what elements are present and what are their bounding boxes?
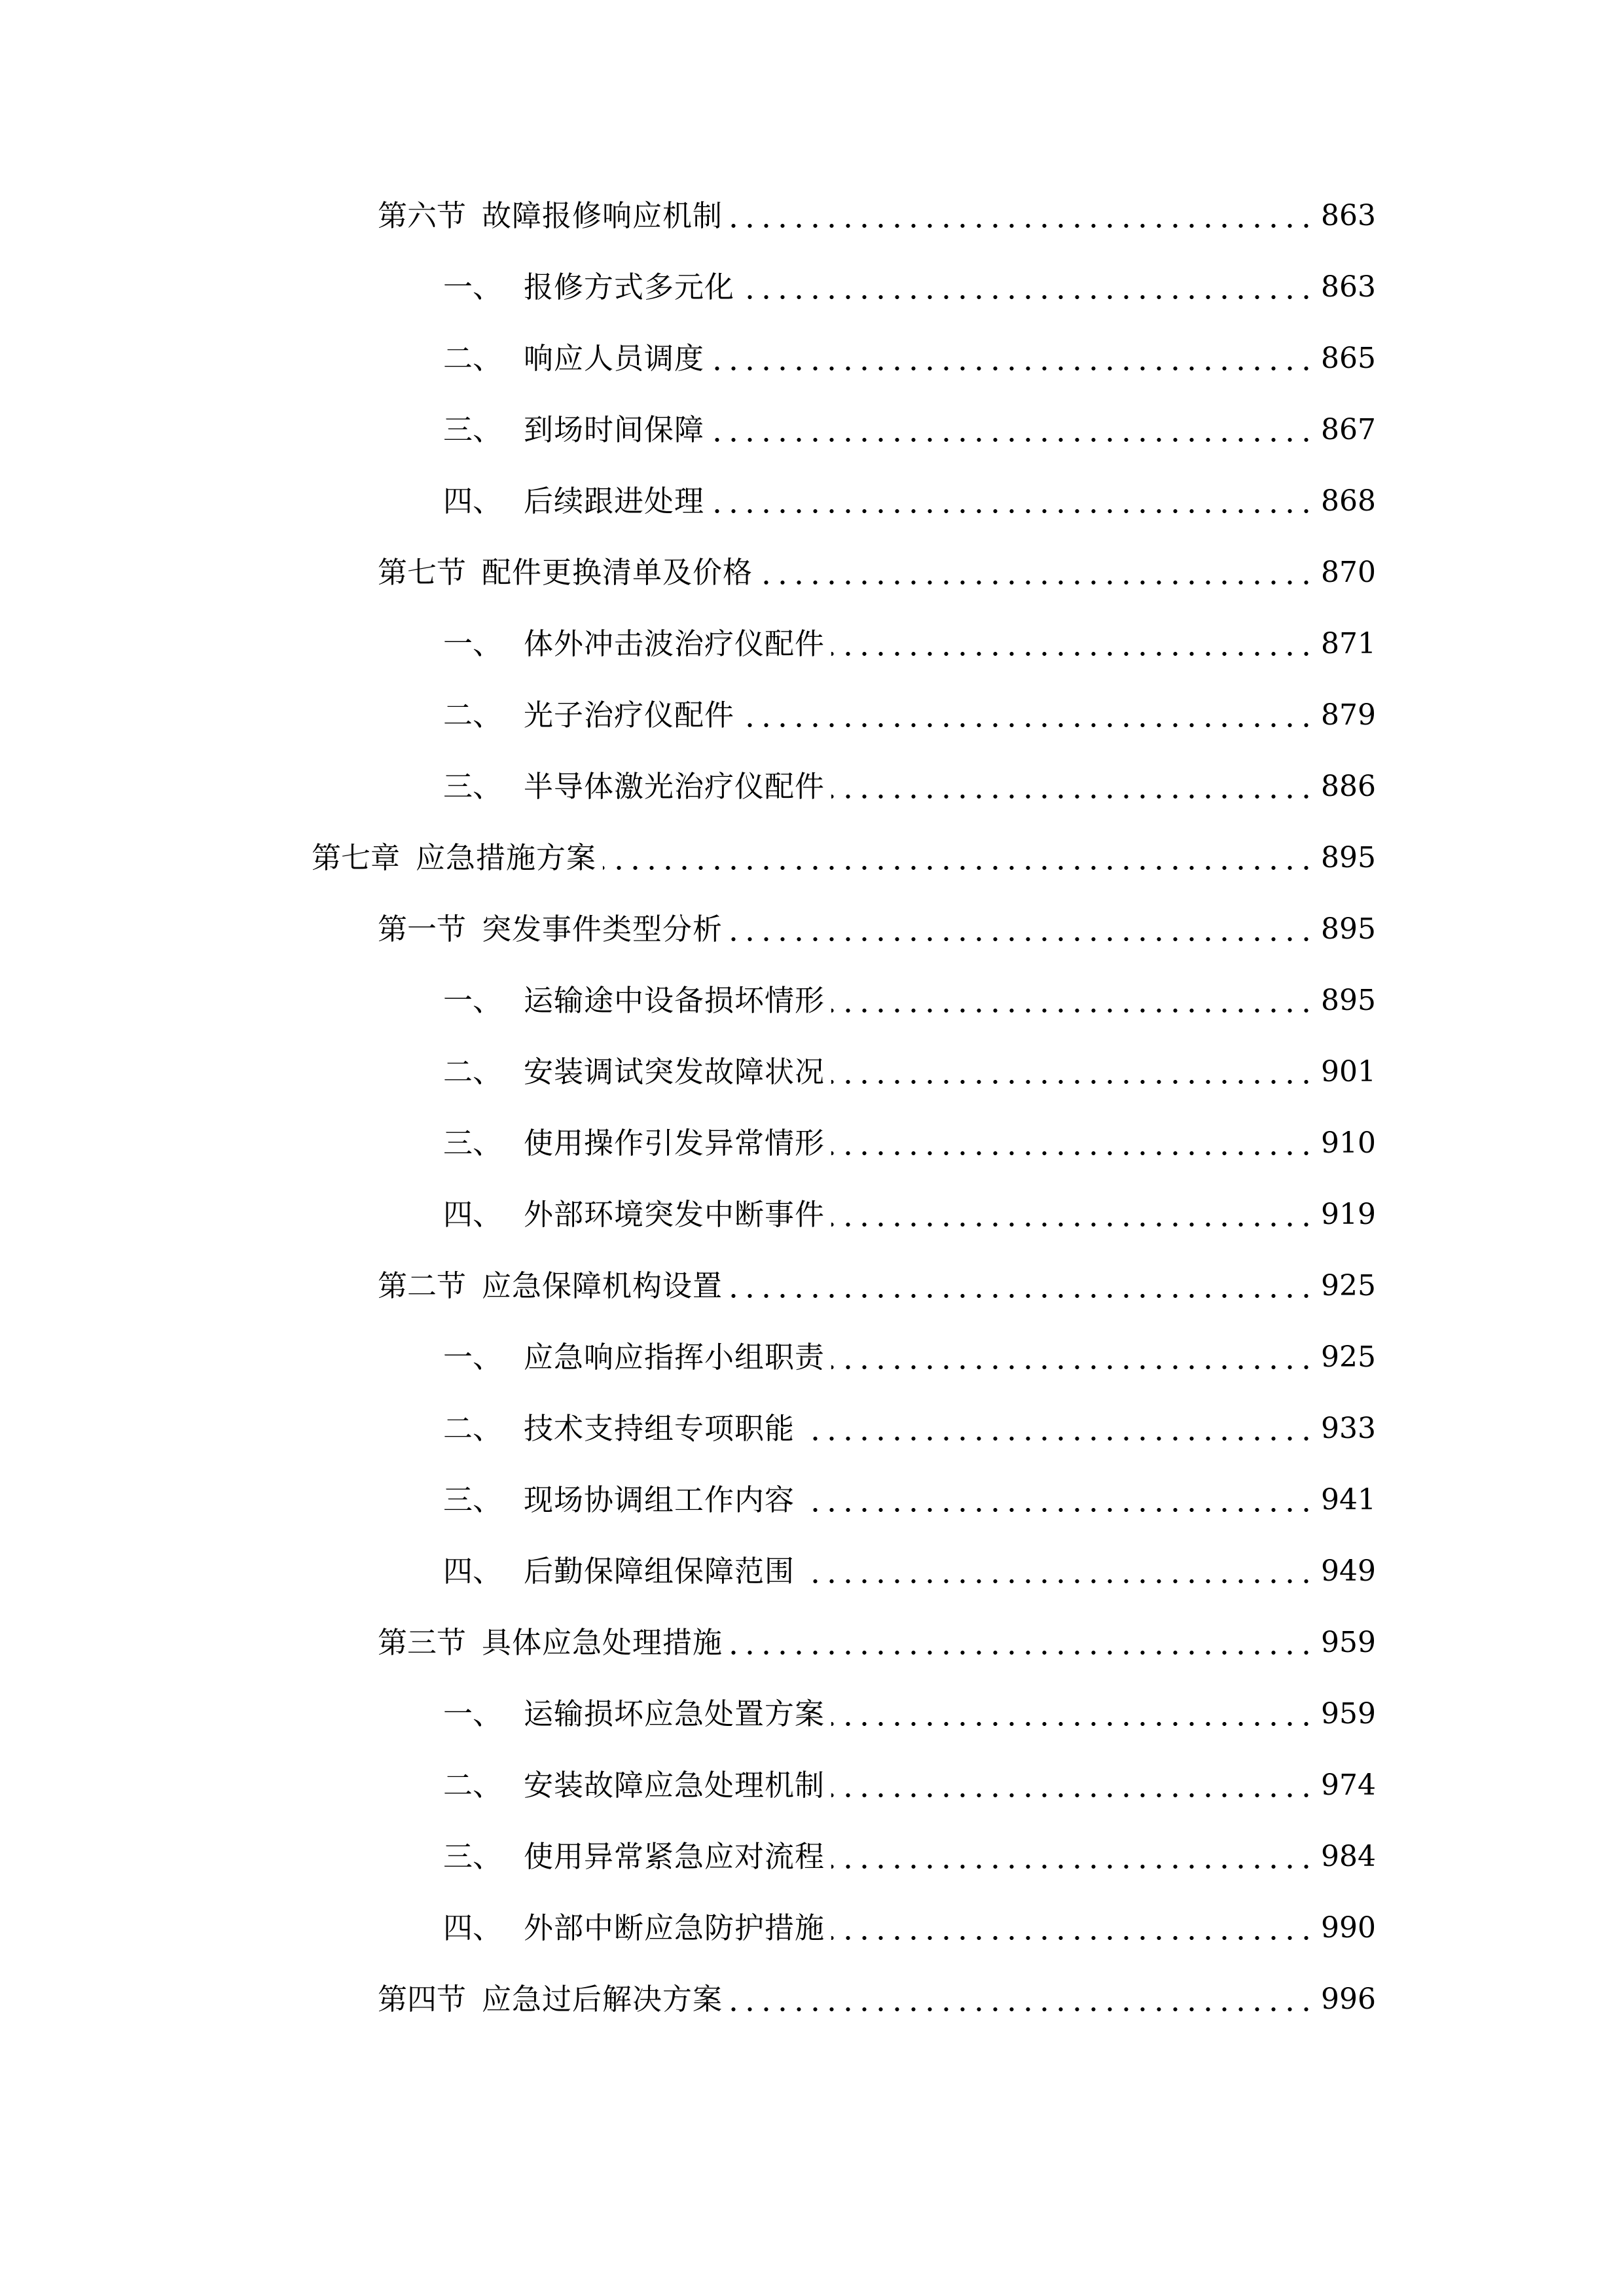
toc-entry-section[interactable] [378,1265,1376,1307]
dot-leader [831,1693,1314,1735]
toc-entry-title: 安装故障应急处理机制 [524,1768,825,1803]
toc-entry-number: 三、 [443,1839,503,1874]
toc-entry-number: 第三节 [378,1625,467,1660]
toc-entry-page: 868 [1321,484,1376,518]
toc-entry-subsection[interactable] [443,1765,1376,1806]
toc-entry-title: 运输途中设备损坏情形 [524,983,825,1018]
toc-entry-page: 870 [1321,556,1376,589]
dot-leader [729,908,1314,950]
toc-entry-title: 突发事件类型分析 [482,912,723,946]
toc-entry-title: 光子治疗仪配件 [524,698,735,732]
toc-entry-subsection[interactable] [443,338,1376,380]
toc-entry-page: 933 [1321,1412,1376,1445]
toc-entry-number: 第六节 [378,198,467,233]
toc-entry-page: 901 [1321,1055,1376,1088]
toc-entry-page: 910 [1321,1126,1376,1160]
toc-entry-subsection[interactable] [443,980,1376,1022]
dot-leader [729,1265,1314,1307]
toc-entry-number: 第四节 [378,1982,467,2017]
toc-entry-number: 三、 [443,1126,503,1160]
toc-entry-subsection[interactable] [443,480,1376,522]
toc-entry-number: 三、 [443,769,503,804]
toc-entry-page: 925 [1321,1269,1376,1302]
dot-leader [711,338,1314,380]
toc-entry-title: 响应人员调度 [524,341,705,376]
toc-entry-subsection[interactable] [443,1408,1376,1450]
dot-leader [801,1479,1314,1521]
toc-entry-subsection[interactable] [443,1836,1376,1878]
toc-entry-title: 后续跟进处理 [524,484,705,518]
toc-entry-title: 现场协调组工作内容 [524,1482,795,1517]
dot-leader [801,1408,1314,1450]
dot-leader [729,195,1314,237]
dot-leader [831,623,1314,665]
toc-entry-page: 959 [1321,1626,1376,1659]
dot-leader [759,552,1314,594]
toc-entry-title: 到场时间保障 [524,412,705,447]
toc-entry-title: 体外冲击波治疗仪配件 [524,626,825,661]
toc-entry-subsection[interactable] [443,409,1376,451]
toc-entry-subsection[interactable] [443,766,1376,808]
toc-entry-number: 一、 [443,626,503,661]
toc-entry-number: 四、 [443,1197,503,1232]
dot-leader [831,1051,1314,1093]
dot-leader [831,980,1314,1022]
toc-entry-title: 使用操作引发异常情形 [524,1126,825,1160]
toc-entry-page: 919 [1321,1198,1376,1231]
toc-entry-page: 867 [1321,413,1376,446]
toc-entry-title: 后勤保障组保障范围 [524,1554,795,1588]
toc-entry-title: 外部环境突发中断事件 [524,1197,825,1232]
dot-leader [603,837,1314,879]
toc-entry-subsection[interactable] [443,1194,1376,1236]
toc-entry-section[interactable] [378,908,1376,950]
toc-entry-subsection[interactable] [443,266,1376,308]
toc-entry-title: 具体应急处理措施 [482,1625,723,1660]
dot-leader [729,1622,1314,1664]
dot-leader [831,1907,1314,1949]
toc-entry-page: 959 [1321,1697,1376,1731]
toc-entry-title: 报修方式多元化 [524,270,735,304]
toc-entry-title: 外部中断应急防护措施 [524,1910,825,1945]
toc-entry-page: 863 [1321,270,1376,304]
toc-entry-number: 一、 [443,1340,503,1374]
dot-leader [831,1194,1314,1236]
toc-entry-page: 990 [1321,1911,1376,1945]
toc-entry-number: 二、 [443,1411,503,1446]
toc-entry-title: 应急措施方案 [416,840,597,875]
toc-entry-number: 二、 [443,1768,503,1803]
toc-entry-page: 984 [1321,1840,1376,1873]
toc-entry-number: 一、 [443,270,503,304]
toc-entry-page: 865 [1321,342,1376,375]
toc-entry-number: 第七节 [378,555,467,590]
toc-entry-chapter[interactable] [312,837,1376,879]
toc-entry-number: 第一节 [378,912,467,946]
toc-entry-page: 886 [1321,770,1376,803]
toc-entry-page: 879 [1321,698,1376,732]
toc-entry-number: 第二节 [378,1268,467,1303]
toc-entry-number: 第七章 [312,840,401,875]
toc-entry-number: 二、 [443,341,503,376]
toc-entry-title: 应急保障机构设置 [482,1268,723,1303]
toc-entry-title: 故障报修响应机制 [482,198,723,233]
toc-entry-page: 871 [1321,627,1376,660]
toc-entry-section[interactable] [378,1979,1376,2020]
toc-entry-number: 四、 [443,484,503,518]
toc-entry-page: 974 [1321,1768,1376,1802]
toc-entry-subsection[interactable] [443,1479,1376,1521]
dot-leader [831,766,1314,808]
toc-entry-page: 925 [1321,1340,1376,1374]
toc-entry-number: 二、 [443,1054,503,1089]
toc-entry-subsection[interactable] [443,694,1376,736]
toc-entry-page: 863 [1321,199,1376,232]
toc-entry-subsection[interactable] [443,1551,1376,1592]
toc-entry-subsection[interactable] [443,623,1376,665]
toc-entry-number: 三、 [443,412,503,447]
toc-entry-title: 技术支持组专项职能 [524,1411,795,1446]
toc-entry-title: 使用异常紧急应对流程 [524,1839,825,1874]
toc-entry-title: 半导体激光治疗仪配件 [524,769,825,804]
toc-entry-title: 安装调试突发故障状况 [524,1054,825,1089]
toc-entry-number: 一、 [443,983,503,1018]
toc-entry-section[interactable] [378,552,1376,594]
toc-entry-title: 应急响应指挥小组职责 [524,1340,825,1374]
toc-entry-page: 895 [1321,912,1376,946]
toc-entry-section[interactable] [378,1622,1376,1664]
toc-entry-page: 941 [1321,1483,1376,1516]
toc-entry-number: 二、 [443,698,503,732]
toc-entry-page: 895 [1321,984,1376,1017]
dot-leader [711,480,1314,522]
dot-leader [729,1979,1314,2020]
dot-leader [741,694,1314,736]
toc-entry-subsection[interactable] [443,1907,1376,1949]
toc-entry-title: 应急过后解决方案 [482,1982,723,2017]
toc-entry-subsection[interactable] [443,1336,1376,1378]
dot-leader [831,1336,1314,1378]
toc-entry-section[interactable] [378,195,1376,237]
toc-entry-number: 四、 [443,1554,503,1588]
dot-leader [831,1836,1314,1878]
toc-entry-page: 949 [1321,1554,1376,1588]
toc-entry-title: 运输损坏应急处置方案 [524,1696,825,1731]
toc-entry-subsection[interactable] [443,1693,1376,1735]
toc-entry-number: 四、 [443,1910,503,1945]
dot-leader [711,409,1314,451]
dot-leader [831,1122,1314,1164]
toc-entry-title: 配件更换清单及价格 [482,555,753,590]
toc-entry-page: 895 [1321,841,1376,874]
toc-entry-subsection[interactable] [443,1122,1376,1164]
toc-entry-subsection[interactable] [443,1051,1376,1093]
dot-leader [831,1765,1314,1806]
dot-leader [741,266,1314,308]
dot-leader [801,1551,1314,1592]
toc-entry-number: 三、 [443,1482,503,1517]
toc-entry-page: 996 [1321,1982,1376,2016]
toc-entry-number: 一、 [443,1696,503,1731]
